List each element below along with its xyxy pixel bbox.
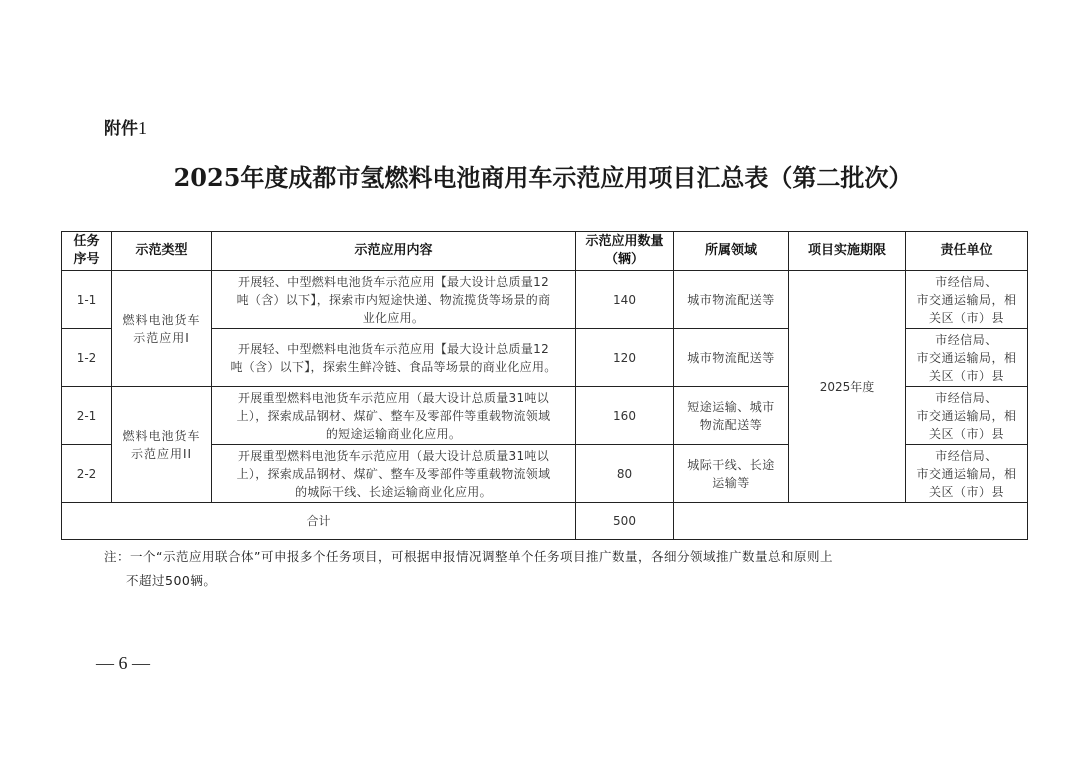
content-line2: 吨（含）以下】，探索生鲜冷链、食品等场景的商业化应用。 [230, 359, 557, 374]
domain-line2: 运输等 [712, 475, 750, 490]
row-unit [906, 445, 1028, 503]
unit-line1: 市经信局、 [935, 332, 998, 347]
row-domain [674, 329, 789, 387]
content-line1: 开展轻、中型燃料电池货车示范应用【最大设计总质量12 [237, 274, 550, 289]
content-line2: 上），探索成品钢材、煤矿、整车及零部件等重载物流领域 [236, 408, 551, 423]
domain-line1: 城际干线、长途 [687, 457, 775, 472]
demo-type-group-2 [112, 387, 212, 503]
demo-type-line2: 示范应用I [133, 330, 190, 345]
total-label: 合计 [62, 503, 576, 540]
row-seq: 2-1 [62, 387, 112, 445]
content-line1: 开展重型燃料电池货车示范应用（最大设计总质量31吨以 [237, 390, 550, 405]
header-seq-line2: 序号 [73, 252, 100, 267]
unit-line3: 关区（市）县 [928, 484, 1004, 499]
unit-line1: 市经信局、 [935, 390, 998, 405]
row-qty: 160 [576, 387, 674, 445]
row-qty: 140 [576, 271, 674, 329]
row-unit [906, 329, 1028, 387]
demo-type-line1: 燃料电池货车 [122, 312, 201, 327]
row-content [212, 387, 576, 445]
content-line1: 开展重型燃料电池货车示范应用（最大设计总质量31吨以 [237, 448, 550, 463]
content-line1: 开展轻、中型燃料电池货车示范应用【最大设计总质量12 [237, 341, 550, 356]
table-note [104, 545, 1004, 593]
implementation-period: 2025年度 [789, 271, 906, 503]
unit-line2: 市交通运输局，相 [916, 466, 1017, 481]
unit-line1: 市经信局、 [935, 448, 998, 463]
domain-line1: 短途运输、城市 [687, 399, 775, 414]
document-title: 2025年度成都市氢燃料电池商用车示范应用项目汇总表（第二批次） [173, 163, 913, 192]
unit-line2: 市交通运输局，相 [916, 292, 1017, 307]
page-number: — 6 — [96, 653, 150, 673]
content-line2: 上），探索成品钢材、煤矿、整车及零部件等重载物流领域 [236, 466, 551, 481]
unit-line3: 关区（市）县 [928, 310, 1004, 325]
row-qty: 80 [576, 445, 674, 503]
row-unit [906, 387, 1028, 445]
table-row [62, 271, 1028, 329]
row-content [212, 271, 576, 329]
content-line3: 的城际干线、长途运输商业化应用。 [295, 484, 492, 499]
header-qty-line1: 示范应用数量 [585, 234, 664, 249]
content-line3: 的短途运输商业化应用。 [325, 426, 462, 441]
row-seq: 1-1 [62, 271, 112, 329]
row-domain [674, 271, 789, 329]
table-header-row [62, 232, 1028, 271]
header-unit: 责任单位 [906, 232, 1028, 271]
attachment-number: 1 [138, 118, 147, 138]
note-line1: 注：一个“示范应用联合体”可申报多个任务项目，可根据申报情况调整单个任务项目推广数量，各细分领域推广数量总和原则上 [104, 549, 833, 564]
unit-line3: 关区（市）县 [928, 426, 1004, 441]
demo-type-group-1 [112, 271, 212, 387]
header-domain: 所属领域 [674, 232, 789, 271]
attachment-label [104, 114, 147, 139]
unit-line2: 市交通运输局，相 [916, 408, 1017, 423]
row-unit [906, 271, 1028, 329]
note-line2: 不超过500辆。 [126, 573, 217, 588]
row-qty: 120 [576, 329, 674, 387]
header-seq-line1: 任务 [73, 234, 100, 249]
header-seq [62, 232, 112, 271]
table-total-row [62, 503, 1028, 540]
unit-line1: 市经信局、 [935, 274, 998, 289]
project-summary-table [61, 231, 1028, 540]
header-type: 示范类型 [112, 232, 212, 271]
row-content [212, 329, 576, 387]
demo-type-line2: 示范应用II [130, 446, 193, 461]
domain-line1: 城市物流配送等 [687, 292, 775, 307]
header-qty-line2: （辆） [604, 252, 644, 267]
row-content [212, 445, 576, 503]
attachment-prefix: 附件 [104, 119, 138, 139]
header-period: 项目实施期限 [789, 232, 906, 271]
demo-type-line1: 燃料电池货车 [122, 428, 201, 443]
row-domain [674, 445, 789, 503]
header-content: 示范应用内容 [212, 232, 576, 271]
domain-line1: 城市物流配送等 [687, 350, 775, 365]
row-domain [674, 387, 789, 445]
total-qty: 500 [576, 503, 674, 540]
domain-line2: 物流配送等 [699, 417, 763, 432]
content-line2: 吨（含）以下】，探索市内短途快递、物流揽货等场景的商 [236, 292, 551, 307]
unit-line2: 市交通运输局，相 [916, 350, 1017, 365]
unit-line3: 关区（市）县 [928, 368, 1004, 383]
total-empty-cell [674, 503, 1028, 540]
row-seq: 2-2 [62, 445, 112, 503]
content-line3: 业化应用。 [362, 310, 425, 325]
header-qty [576, 232, 674, 271]
row-seq: 1-2 [62, 329, 112, 387]
